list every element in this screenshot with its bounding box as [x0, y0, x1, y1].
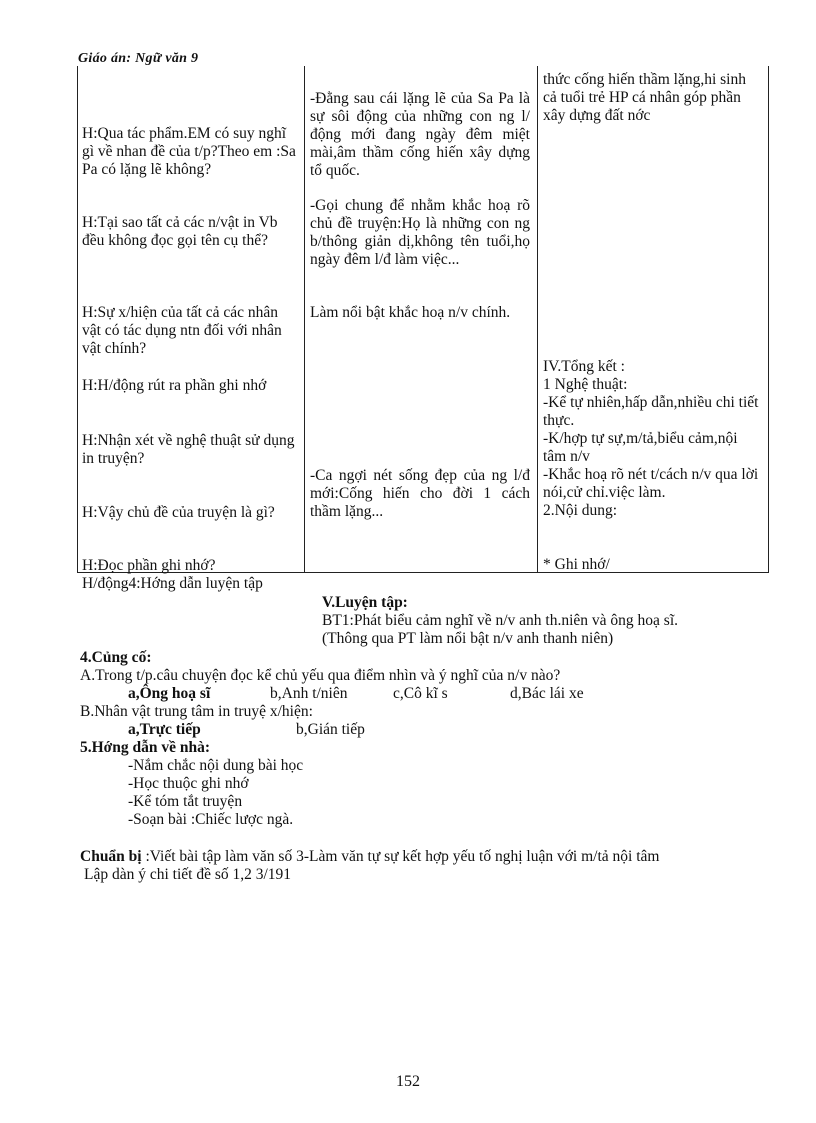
answer-1: -Đằng sau cái lặng lẽ của Sa Pa là sự sôi động của những con ng l/động mới đang ngày đêm miệt mài,âm thầm cống hiến xây dựng tổ quốc. [310, 90, 530, 179]
homework-item-2: -Học thuộc ghi nhớ [128, 775, 249, 792]
answer-column [310, 0, 530, 573]
answer-a-c: c,Cô kĩ s [393, 685, 448, 702]
question-4: H:H/động rút ra phần ghi nhớ [82, 377, 267, 394]
content-top: thức cống hiến thầm lặng,hi sinh cả tuổi trẻ HP cá nhân góp phần xây dựng đất nớc [543, 71, 746, 124]
answer-2: -Gọi chung để nhằm khắc hoạ rõ chủ đề truyện:Họ là những con ng b/thông giản dị,không tên tuổi,họ ngày đêm l/đ làm việc... [310, 197, 530, 268]
homework-title: 5.Hớng dẫn về nhà: [80, 739, 211, 756]
answer-a-d: d,Bác lái xe [510, 685, 584, 702]
prepare-label: Chuẩn bị [80, 848, 142, 865]
answer-b-b: b,Gián tiếp [296, 721, 365, 738]
answer-4: -Ca ngợi nét sống đẹp của ng l/đ mới:Cống hiến cho đời 1 cách thầm lặng... [310, 467, 530, 520]
question-6: H:Vậy chủ đề của truyện là gì? [82, 504, 275, 521]
memo: * Ghi nhớ/ [543, 556, 610, 573]
prepare-text: :Viết bài tập làm văn số 3-Làm văn tự sự kết hợp yếu tố nghị luận với m/tả nội tâm [145, 848, 660, 865]
question-a: A.Trong t/p.câu chuyện đọc kể chủ yếu qua điểm nhìn và ý nghĩ của n/v nào? [80, 667, 561, 684]
answer-b-a: a,Trực tiếp [128, 721, 201, 738]
exercise-note: (Thông qua PT làm nổi bật n/v anh thanh niên) [322, 630, 614, 647]
answer-a-b: b,Anh t/niên [270, 685, 348, 702]
art-title: 1 Nghệ thuật: [543, 376, 628, 393]
question-b: B.Nhân vật trung tâm in truyệ x/hiện: [80, 703, 313, 720]
homework-item-1: -Nắm chắc nội dung bài học [128, 757, 304, 774]
content-title: 2.Nội dung: [543, 502, 618, 519]
answer-3: Làm nổi bật khắc hoạ n/v chính. [310, 304, 511, 321]
consolidation-title: 4.Củng cố: [80, 649, 152, 666]
question-5: H:Nhận xét về nghệ thuật sử dụng in truyện? [82, 432, 295, 467]
question-2: H:Tại sao tất cả các n/vật in Vb đều không đọc gọi tên cụ thể? [82, 214, 278, 249]
prepare-line [80, 848, 659, 866]
page-header: Giáo án: Ngữ văn 9 [78, 51, 199, 66]
practice-title: V.Luyện tập: [322, 594, 408, 611]
answer-a-a: a,Ông hoạ sĩ [128, 685, 211, 702]
question-7: H:Đọc phần ghi nhớ? [82, 557, 216, 574]
art-item-3: -Khắc hoạ rõ nét t/cách n/v qua lời nói,cử chỉ.việc làm. [543, 466, 759, 501]
page-number: 152 [396, 1073, 420, 1090]
question-column [82, 0, 298, 573]
art-item-1: -Kể tự nhiên,hấp dẫn,nhiều chi tiết thực. [543, 394, 759, 429]
content-column [543, 0, 763, 573]
homework-item-4: -Soạn bài :Chiếc lược ngà. [128, 811, 294, 828]
homework-item-3: -Kể tóm tắt truyện [128, 793, 243, 810]
question-1: H:Qua tác phẩm.EM có suy nghĩ gì về nhan đề của t/p?Theo em :Sa Pa có lặng lẽ không? [82, 125, 296, 178]
exercise-1: BT1:Phát biểu cảm nghĩ về n/v anh th.niên và ông hoạ sĩ. [322, 612, 679, 629]
question-3: H:Sự x/hiện của tất cả các nhân vật có tác dụng ntn đối với nhân vật chính? [82, 304, 282, 357]
activity-4: H/động4:Hớng dẫn luyện tập [82, 575, 263, 592]
prepare-line-2: Lập dàn ý chi tiết đề số 1,2 3/191 [84, 866, 292, 883]
summary-title: IV.Tổng kết : [543, 358, 625, 375]
art-item-2: -K/hợp tự sự,m/tả,biểu cảm,nội tâm n/v [543, 430, 738, 465]
